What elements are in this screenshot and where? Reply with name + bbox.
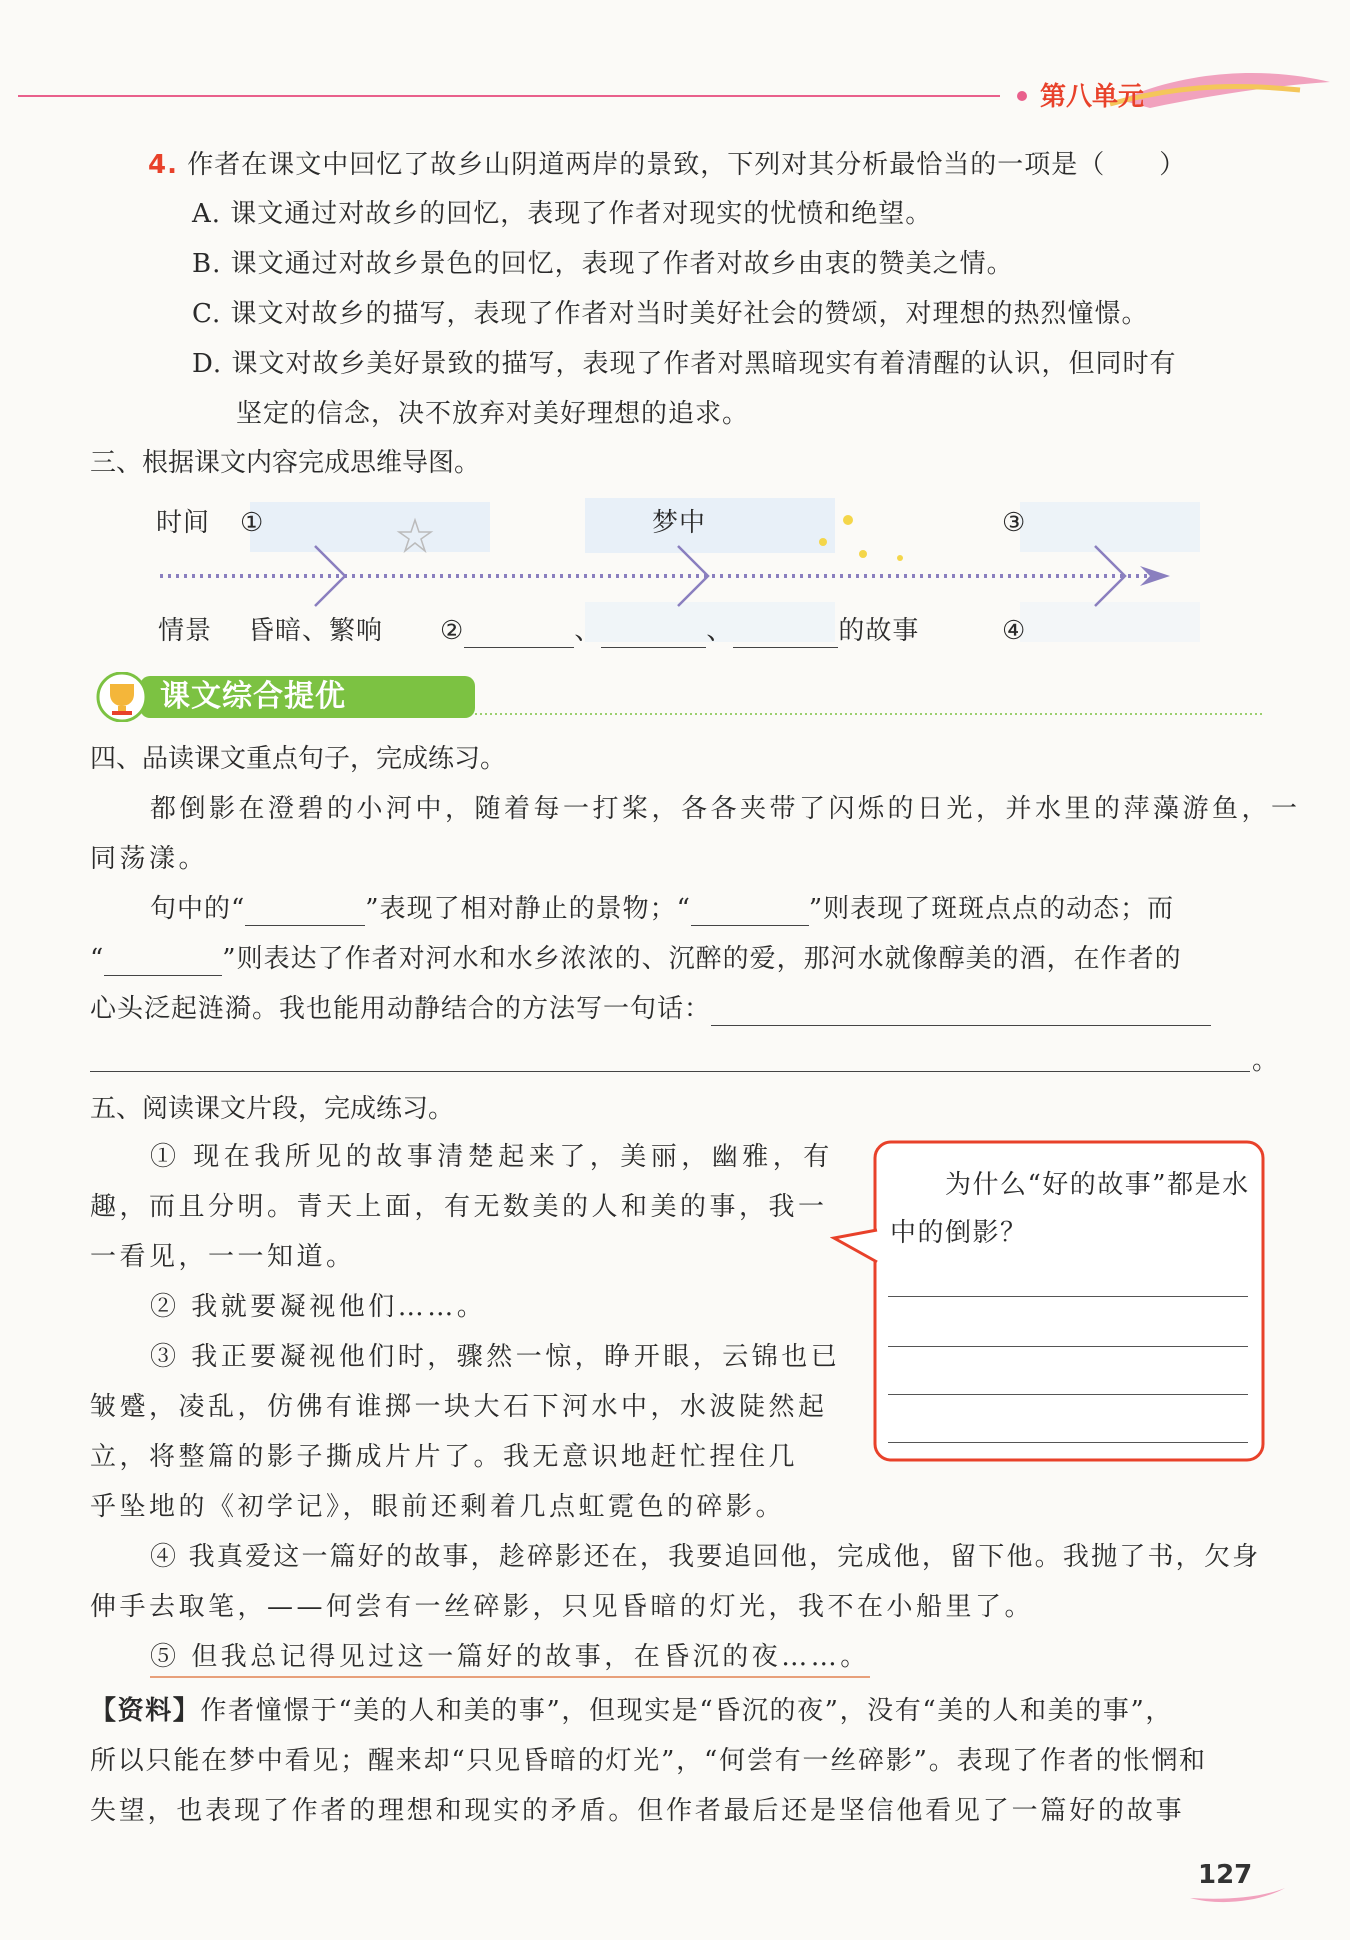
s4-p3a: “ [90,944,105,974]
note-answer-line-4[interactable] [888,1442,1248,1443]
trophy-icon [110,684,134,706]
blank-2a[interactable] [464,621,574,648]
s5-line-8: 乎坠地的《初学记》，眼前还剩着几点虹霓色的碎影。 [90,1492,786,1522]
s4-p4: 心头泛起涟漪。我也能用动静结合的方法写一句话： [90,994,712,1024]
s5-line-11: ⑤ 但我总记得见过这一篇好的故事，在昏沉的夜……。 [150,1640,870,1678]
q4-option-d[interactable]: D. 课文对故乡美好景致的描写，表现了作者对黑暗现实有着清醒的认识，但同时有 [192,349,1177,379]
s4-para4 [90,992,1211,1026]
material-text-1: 作者憧憬于“美的人和美的事”，但现实是“昏沉的夜”，没有“美的人和美的事”， [200,1696,1173,1726]
scene-label: 情景 [158,616,213,646]
banner [90,672,1270,722]
note-answer-line-1[interactable] [888,1296,1248,1297]
s5-line-5: ③ 我正要凝视他们时，骤然一惊，睁开眼，云锦也已 [150,1342,841,1372]
blank-love[interactable] [104,949,222,976]
note-answer-line-2[interactable] [888,1346,1248,1347]
mind-map [140,490,1220,660]
scene-1: 昏暗、繁响 [248,616,384,646]
note-text-2: 中的倒影？ [890,1218,1028,1248]
scene-slot-4: ④ [1002,616,1027,646]
s5-line-2: 趣，而且分明。青天上面，有无数美的人和美的事，我一 [90,1192,828,1222]
q4-number: 4. [148,150,178,180]
scene-slot-2: ② [440,616,465,646]
s4-p2c: ”则表现了斑斑点点的动态；而 [808,894,1175,924]
section4-title: 四、品读课文重点句子，完成练习。 [90,744,507,774]
s4-para1: 都倒影在澄碧的小河中，随着每一打桨，各各夹带了闪烁的日光，并水里的萍藻游鱼，一 [150,794,1301,824]
time-dream: 梦中 [652,508,707,538]
blank-2c[interactable] [733,621,838,648]
s5-line-1: ① 现在我所见的故事清楚起来了，美丽，幽雅，有 [150,1142,834,1172]
note-text-1: 为什么“好的故事”都是水 [945,1170,1250,1200]
note-box [830,1138,1270,1473]
q4-option-c[interactable]: C. 课文对故乡的描写，表现了作者对当时美好社会的赞颂，对理想的热烈憧憬。 [192,299,1149,329]
material-tag: 【资料】 [90,1696,201,1726]
s5-line-4: ② 我就要凝视他们……。 [150,1292,487,1322]
page-number: 127 [1198,1860,1253,1890]
s5-line-7: 立，将整篇的影子撕成片片了。我无意识地赶忙捏住几 [90,1442,799,1472]
s5-line-3: 一看见，一一知道。 [90,1242,356,1272]
blank-2b[interactable] [601,621,706,648]
scene-slot-2-row [440,614,919,648]
story-label: 的故事 [838,616,920,646]
page-number-wrap [1180,1858,1290,1908]
unit-label: 第八单元 [1040,82,1145,112]
time-label: 时间 [156,508,211,538]
material-line-1 [90,1694,1173,1728]
moon-icon [920,500,944,548]
section5-title: 五、阅读课文片段，完成练习。 [90,1094,455,1124]
header-bar [0,60,1350,110]
material-line-3: 失望，也表现了作者的理想和现实的矛盾。但作者最后还是坚信他看见了一篇好的故事 [90,1796,1185,1826]
section3-title: 三、根据课文内容完成思维导图。 [90,448,481,478]
q4-option-d-cont: 坚定的信念，决不放弃对美好理想的追求。 [236,399,750,429]
s4-p3b: ”则表达了作者对河水和水乡浓浓的、沉醉的爱，那河水就像醇美的酒，在作者的 [222,944,1182,974]
q4-stem-line [148,148,1186,182]
s5-line-10: 伸手去取笔，——何尝有一丝碎影，只见昏暗的灯光，我不在小船里了。 [90,1592,1035,1622]
time-slot-3: ③ [1002,508,1027,538]
q4-option-a[interactable]: A. 课文通过对故乡的回忆，表现了作者对现实的忧愤和绝望。 [192,199,933,229]
s4-p2b: ”表现了相对静止的景物；“ [365,894,691,924]
banner-title: 课文综合提优 [160,679,346,714]
s4-para2 [150,892,1174,926]
write-line-1[interactable] [711,999,1211,1026]
write-line-2[interactable] [90,1071,1250,1072]
s5-line-9: ④ 我真爱这一篇好的故事，趁碎影还在，我要追回他，完成他，留下他。我抛了书，欠身 [150,1542,1261,1572]
sep-2: 、 [706,616,734,646]
sep-1: 、 [574,616,602,646]
q4-stem: 作者在课文中回忆了故乡山阴道两岸的景致，下列对其分析最恰当的一项是（ ） [187,150,1187,180]
s4-para3 [90,942,1182,976]
s4-para1b: 同荡漾。 [90,844,209,874]
q4-option-b[interactable]: B. 课文通过对故乡景色的回忆，表现了作者对故乡由衷的赞美之情。 [192,249,1014,279]
time-slot-1: ① [240,508,265,538]
s5-line-6: 皱蹙，凌乱，仿佛有谁掷一块大石下河水中，水波陡然起 [90,1392,828,1422]
note-answer-line-3[interactable] [888,1394,1248,1395]
blank-dynamic[interactable] [691,899,809,926]
s4-end: 。 [1252,1046,1280,1076]
blank-static[interactable] [245,899,365,926]
material-line-2: 所以只能在梦中看见；醒来却“只见昏暗的灯光”，“何尝有一丝碎影”。表现了作者的怅惘和 [90,1746,1207,1776]
s4-p2a: 句中的“ [150,894,246,924]
header-swoosh [0,60,1350,110]
